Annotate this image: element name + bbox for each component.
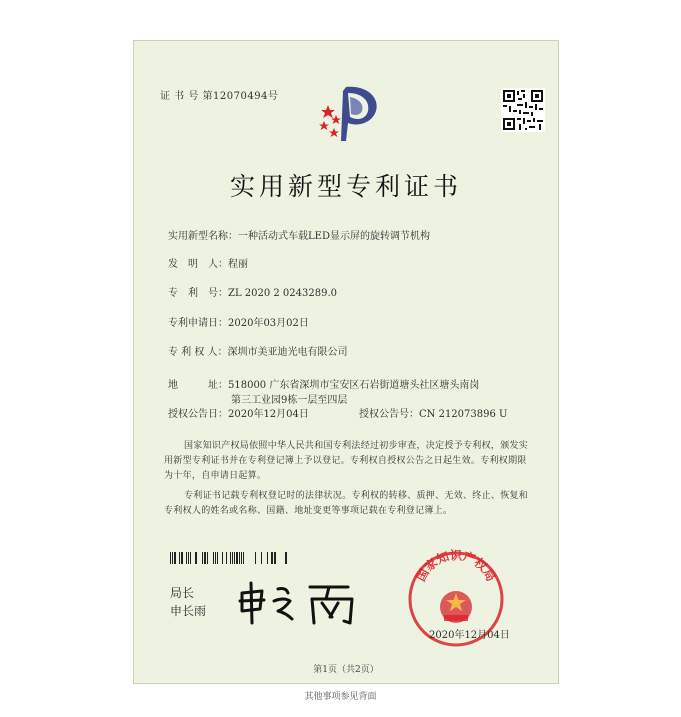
field-name [168, 227, 430, 242]
field-value: CN 212073896 U [419, 409, 508, 420]
paragraph-legal-status: 专利证书记载专利权登记时的法律状况。专利权的转移、质押、无效、终止、恢复和专利权人的姓名或名称、国籍、地址变更等事项记载在专利登记簿上。 [164, 491, 529, 516]
field-label: 授权公告号： [359, 409, 419, 420]
field-value: 一种活动式车载LED显示屏的旋转调节机构 [238, 231, 430, 242]
page-number: 第1页（共2页） [313, 665, 379, 675]
patent-logo-icon [314, 83, 384, 149]
field-application-date [168, 314, 309, 329]
field-value: 程丽 [228, 259, 248, 270]
field-label: 专 利 号： [168, 288, 228, 299]
field-address [168, 376, 479, 391]
seal-text: 国家知识产权局 [413, 549, 499, 584]
field-address-line2: 第三工业园9栋一层至四层 [231, 395, 348, 406]
field-label: 专 利 权 人： [168, 347, 228, 358]
chief-name: 申长雨 [170, 604, 207, 618]
certificate-number: 证 书 号 第12070494号 [160, 91, 279, 102]
qr-code-icon [501, 88, 545, 132]
barcode-icon [170, 549, 290, 561]
seal-date: 2020年12月04日 [429, 630, 510, 641]
certificate [133, 40, 559, 684]
field-grant-number [359, 405, 507, 420]
field-value: ZL 2020 2 0243289.0 [228, 288, 338, 299]
field-grant-date [168, 405, 309, 420]
signature-icon [234, 579, 374, 631]
field-label: 专利申请日： [168, 318, 228, 329]
field-patentee [168, 343, 348, 358]
field-patent-number [168, 284, 337, 299]
footer-note: 其他事项参见背面 [304, 692, 377, 702]
field-inventor [168, 255, 248, 270]
field-label: 实用新型名称： [168, 231, 238, 242]
field-label: 地 址： [168, 380, 228, 391]
paragraph-grant: 国家知识产权局依照中华人民共和国专利法经过初步审查，决定授予专利权，颁发实用新型专利证书并在专利登记簿上予以登记。专利权自授权公告之日起生效。专利权期限为十年，自申请日起算。 [164, 441, 529, 481]
field-value: 2020年12月04日 [228, 409, 309, 420]
field-label: 发 明 人： [168, 259, 228, 270]
page-title: 实用新型专利证书 [229, 172, 462, 201]
chief-title: 局长 [170, 586, 195, 600]
field-label: 授权公告日： [168, 409, 228, 420]
field-value: 2020年03月02日 [228, 318, 309, 329]
field-value: 深圳市美亚迪光电有限公司 [227, 347, 348, 358]
svg-text:国家知识产权局 [414, 549, 498, 584]
field-value: 518000 广东省深圳市宝安区石岩街道塘头社区塘头南岗 [228, 380, 480, 391]
